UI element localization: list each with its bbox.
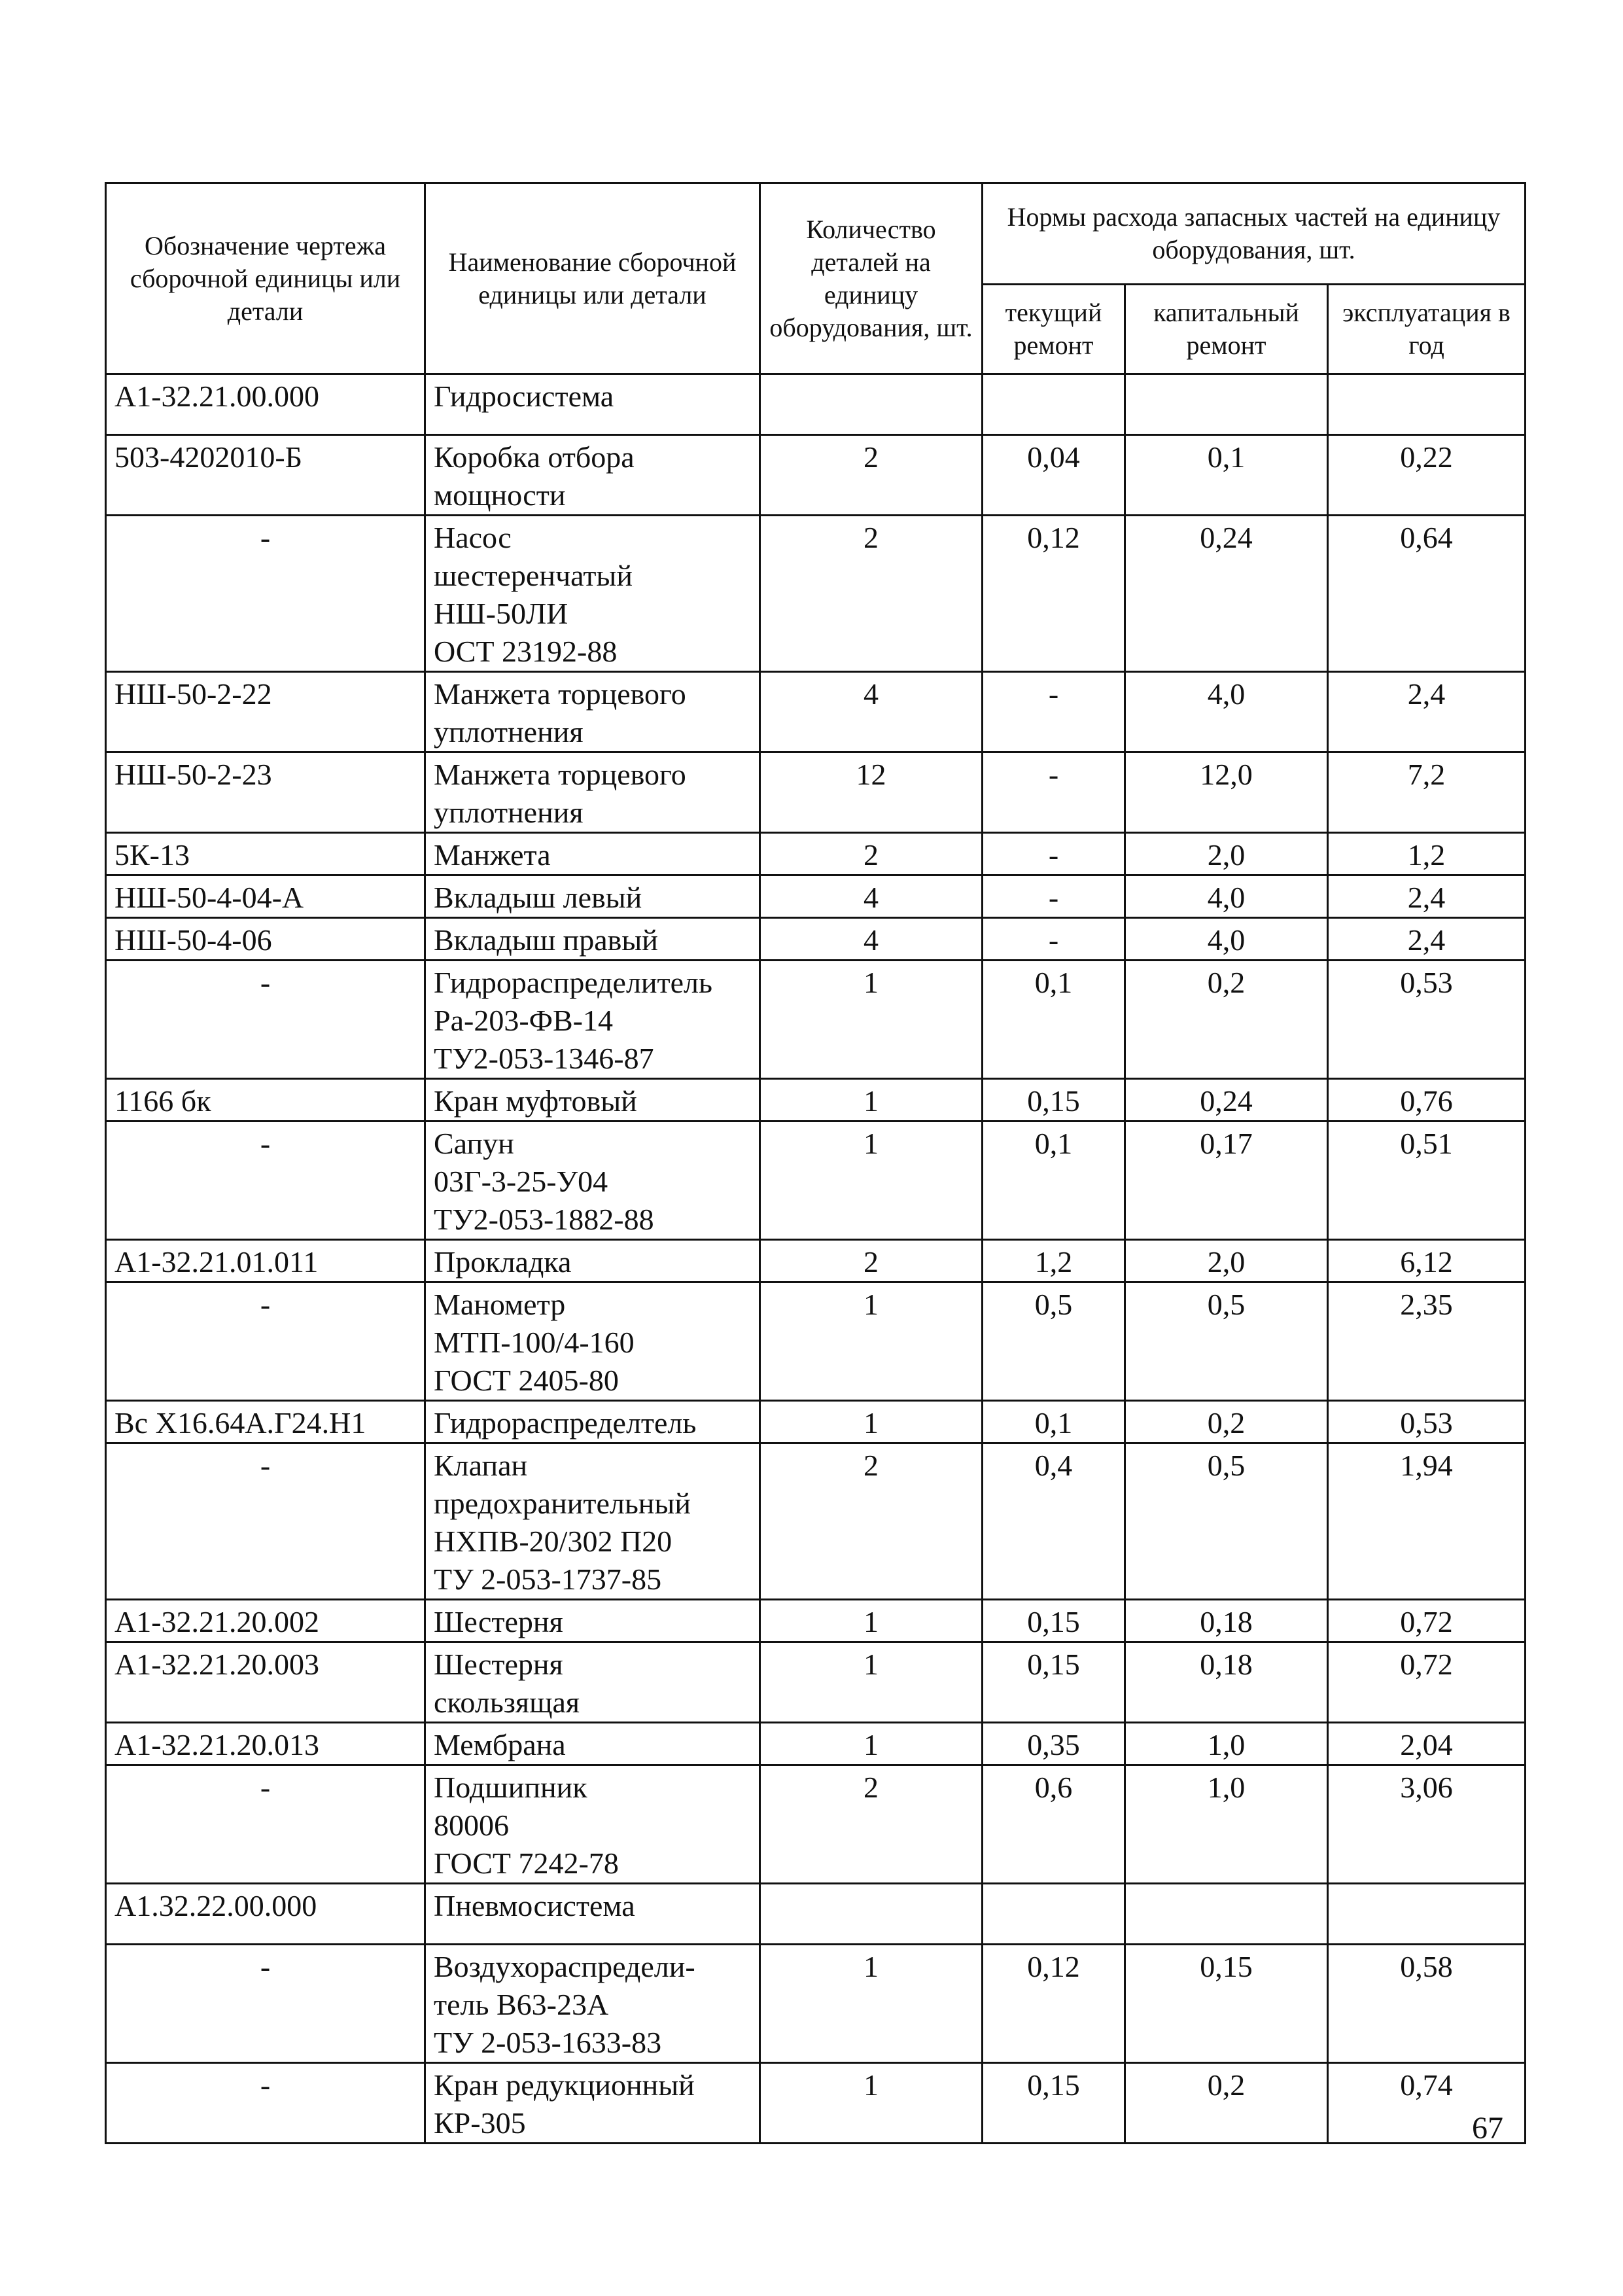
part-name-line: тель В63-23А — [434, 1988, 609, 2021]
current-repair-cell: 0,6 — [983, 1765, 1125, 1884]
annual-operation-cell: 0,72 — [1328, 1642, 1526, 1723]
part-name-cell — [425, 1282, 760, 1401]
header-capital-repair: капитальный ремонт — [1125, 285, 1328, 374]
part-name-line: Манжета торцевого — [434, 677, 686, 711]
part-name-cell — [425, 1122, 760, 1240]
current-repair-cell — [983, 1884, 1125, 1945]
part-name-cell — [425, 1600, 760, 1642]
capital-repair-cell: 0,18 — [1125, 1642, 1328, 1723]
drawing-code-cell: - — [106, 2063, 425, 2144]
part-name-line: ТУ 2-053-1633-83 — [434, 2026, 662, 2059]
current-repair-cell: 0,04 — [983, 435, 1125, 516]
current-repair-cell: - — [983, 918, 1125, 961]
current-repair-cell: - — [983, 833, 1125, 875]
part-name-cell — [425, 833, 760, 875]
annual-operation-cell — [1328, 1884, 1526, 1945]
part-name-line: ТУ2-053-1346-87 — [434, 1042, 654, 1075]
current-repair-cell: 0,4 — [983, 1443, 1125, 1600]
part-name-line: ГОСТ 2405-80 — [434, 1364, 619, 1397]
current-repair-cell: - — [983, 875, 1125, 918]
drawing-code-cell: - — [106, 961, 425, 1079]
annual-operation-cell: 0,51 — [1328, 1122, 1526, 1240]
part-name-cell — [425, 374, 760, 435]
table-row — [106, 1642, 1526, 1723]
part-name-line: ТУ2-053-1882-88 — [434, 1203, 654, 1236]
quantity-cell: 2 — [760, 833, 983, 875]
table-row — [106, 833, 1526, 875]
current-repair-cell: 0,15 — [983, 1079, 1125, 1122]
table-row — [106, 1079, 1526, 1122]
table-row — [106, 1401, 1526, 1443]
capital-repair-cell: 2,0 — [1125, 1240, 1328, 1282]
header-norms-group: Нормы расхода запасных частей на единицу оборудования, шт. — [983, 183, 1526, 285]
drawing-code-cell: - — [106, 516, 425, 672]
drawing-code-cell: - — [106, 1945, 425, 2063]
part-name-line: 80006 — [434, 1809, 509, 1842]
annual-operation-cell: 0,22 — [1328, 435, 1526, 516]
part-name-cell — [425, 1443, 760, 1600]
current-repair-cell: 0,15 — [983, 1600, 1125, 1642]
capital-repair-cell: 12,0 — [1125, 752, 1328, 833]
table-row — [106, 1122, 1526, 1240]
header-quantity: Количество деталей на единицу оборудования, шт. — [760, 183, 983, 374]
annual-operation-cell: 3,06 — [1328, 1765, 1526, 1884]
capital-repair-cell — [1125, 374, 1328, 435]
quantity-cell: 2 — [760, 516, 983, 672]
drawing-code-cell: - — [106, 1443, 425, 1600]
part-name-line: Манжета торцевого — [434, 758, 686, 791]
quantity-cell: 1 — [760, 2063, 983, 2144]
drawing-code-cell: 5К-13 — [106, 833, 425, 875]
quantity-cell: 1 — [760, 1282, 983, 1401]
annual-operation-cell: 0,53 — [1328, 1401, 1526, 1443]
quantity-cell: 2 — [760, 1765, 983, 1884]
part-name-line: уплотнения — [434, 715, 584, 749]
drawing-code-cell: - — [106, 1765, 425, 1884]
part-name-line: Манометр — [434, 1288, 566, 1321]
part-name-line: Пневмосистема — [434, 1889, 635, 1922]
part-name-line: предохранительный — [434, 1487, 691, 1520]
annual-operation-cell: 2,4 — [1328, 672, 1526, 752]
capital-repair-cell: 0,2 — [1125, 961, 1328, 1079]
current-repair-cell: 0,15 — [983, 1642, 1125, 1723]
annual-operation-cell: 0,76 — [1328, 1079, 1526, 1122]
part-name-line: Вкладыш правый — [434, 923, 658, 957]
part-name-line: Кран муфтовый — [434, 1084, 637, 1118]
quantity-cell — [760, 374, 983, 435]
drawing-code-cell: А1-32.21.20.013 — [106, 1723, 425, 1765]
part-name-cell — [425, 961, 760, 1079]
current-repair-cell: 0,5 — [983, 1282, 1125, 1401]
part-name-line: Вкладыш левый — [434, 881, 642, 914]
quantity-cell: 4 — [760, 918, 983, 961]
capital-repair-cell: 0,5 — [1125, 1282, 1328, 1401]
drawing-code-cell: - — [106, 1282, 425, 1401]
part-name-line: Гидрораспределтель — [434, 1406, 697, 1439]
annual-operation-cell: 7,2 — [1328, 752, 1526, 833]
drawing-code-cell: А1-32.21.20.002 — [106, 1600, 425, 1642]
annual-operation-cell — [1328, 374, 1526, 435]
part-name-line: шестеренчатый — [434, 559, 633, 592]
capital-repair-cell: 0,24 — [1125, 516, 1328, 672]
header-annual-operation: эксплуатация в год — [1328, 285, 1526, 374]
drawing-code-cell: 1166 бк — [106, 1079, 425, 1122]
drawing-code-cell: А1-32.21.20.003 — [106, 1642, 425, 1723]
table-row — [106, 918, 1526, 961]
part-name-line: Шестерня — [434, 1605, 563, 1638]
part-name-line: Гидрораспределитель — [434, 966, 712, 999]
capital-repair-cell — [1125, 1884, 1328, 1945]
annual-operation-cell: 0,58 — [1328, 1945, 1526, 2063]
part-name-cell — [425, 1723, 760, 1765]
capital-repair-cell: 1,0 — [1125, 1723, 1328, 1765]
part-name-line: Мембрана — [434, 1728, 566, 1761]
table-row — [106, 1945, 1526, 2063]
part-name-line: Сапун — [434, 1127, 514, 1160]
annual-operation-cell: 1,94 — [1328, 1443, 1526, 1600]
part-name-cell — [425, 1765, 760, 1884]
part-name-line: Прокладка — [434, 1245, 572, 1279]
annual-operation-cell: 0,72 — [1328, 1600, 1526, 1642]
current-repair-cell: 0,1 — [983, 1401, 1125, 1443]
annual-operation-cell: 2,04 — [1328, 1723, 1526, 1765]
part-name-line: уплотнения — [434, 796, 584, 829]
part-name-line: Подшипник — [434, 1771, 587, 1804]
part-name-line: Воздухораспредели- — [434, 1950, 695, 1983]
part-name-line: ГОСТ 7242-78 — [434, 1846, 619, 1880]
quantity-cell: 1 — [760, 1401, 983, 1443]
capital-repair-cell: 0,18 — [1125, 1600, 1328, 1642]
part-name-cell — [425, 875, 760, 918]
part-name-line: Кран редукционный — [434, 2068, 695, 2102]
table-row — [106, 875, 1526, 918]
quantity-cell: 1 — [760, 1122, 983, 1240]
quantity-cell: 1 — [760, 1945, 983, 2063]
table-row — [106, 961, 1526, 1079]
current-repair-cell: 0,12 — [983, 516, 1125, 672]
part-name-line: 03Г-3-25-У04 — [434, 1165, 608, 1198]
quantity-cell: 12 — [760, 752, 983, 833]
part-name-cell — [425, 1079, 760, 1122]
table-row — [106, 752, 1526, 833]
drawing-code-cell: НШ-50-2-22 — [106, 672, 425, 752]
quantity-cell: 1 — [760, 1642, 983, 1723]
annual-operation-cell: 2,4 — [1328, 918, 1526, 961]
part-name-cell — [425, 1945, 760, 2063]
capital-repair-cell: 4,0 — [1125, 875, 1328, 918]
header-name: Наименование сборочной единицы или детали — [425, 183, 760, 374]
part-name-cell — [425, 1884, 760, 1945]
section-row — [106, 374, 1526, 435]
part-name-line: МТП-100/4-160 — [434, 1326, 635, 1359]
annual-operation-cell: 0,74 — [1328, 2063, 1526, 2144]
quantity-cell: 2 — [760, 1443, 983, 1600]
annual-operation-cell: 6,12 — [1328, 1240, 1526, 1282]
table-row — [106, 1443, 1526, 1600]
current-repair-cell — [983, 374, 1125, 435]
part-name-line: Шестерня — [434, 1648, 563, 1681]
part-name-line: Ра-203-ФВ-14 — [434, 1004, 613, 1037]
annual-operation-cell: 2,4 — [1328, 875, 1526, 918]
table-row — [106, 1765, 1526, 1884]
spare-parts-table — [105, 182, 1526, 2144]
table-row — [106, 2063, 1526, 2144]
capital-repair-cell: 0,2 — [1125, 1401, 1328, 1443]
table-row — [106, 435, 1526, 516]
quantity-cell: 2 — [760, 1240, 983, 1282]
drawing-code-cell: НШ-50-2-23 — [106, 752, 425, 833]
table-row — [106, 516, 1526, 672]
part-name-cell — [425, 918, 760, 961]
annual-operation-cell: 0,64 — [1328, 516, 1526, 672]
part-name-line: Клапан — [434, 1449, 528, 1482]
page-number: 67 — [1472, 2111, 1503, 2146]
section-row — [106, 1884, 1526, 1945]
drawing-code-cell: НШ-50-4-04-А — [106, 875, 425, 918]
part-name-cell — [425, 435, 760, 516]
quantity-cell: 4 — [760, 875, 983, 918]
part-name-line: скользящая — [434, 1686, 580, 1719]
table-row — [106, 1240, 1526, 1282]
capital-repair-cell: 1,0 — [1125, 1765, 1328, 1884]
part-name-line: КР-305 — [434, 2106, 526, 2140]
table-row — [106, 1600, 1526, 1642]
quantity-cell: 1 — [760, 1079, 983, 1122]
part-name-line: Коробка отбора — [434, 440, 635, 474]
current-repair-cell: - — [983, 752, 1125, 833]
table-row — [106, 672, 1526, 752]
capital-repair-cell: 0,17 — [1125, 1122, 1328, 1240]
drawing-code-cell: А1.32.22.00.000 — [106, 1884, 425, 1945]
capital-repair-cell: 0,2 — [1125, 2063, 1328, 2144]
capital-repair-cell: 0,1 — [1125, 435, 1328, 516]
part-name-cell — [425, 752, 760, 833]
header-drawing-code: Обозначение чертежа сборочной единицы или детали — [106, 183, 425, 374]
part-name-line: НШ-50ЛИ — [434, 597, 568, 630]
capital-repair-cell: 4,0 — [1125, 918, 1328, 961]
current-repair-cell: 0,1 — [983, 1122, 1125, 1240]
annual-operation-cell: 1,2 — [1328, 833, 1526, 875]
current-repair-cell: 1,2 — [983, 1240, 1125, 1282]
part-name-cell — [425, 1240, 760, 1282]
part-name-line: Манжета — [434, 838, 551, 872]
quantity-cell: 1 — [760, 961, 983, 1079]
part-name-cell — [425, 2063, 760, 2144]
part-name-line: Насос — [434, 521, 512, 554]
drawing-code-cell: А1-32.21.01.011 — [106, 1240, 425, 1282]
capital-repair-cell: 0,24 — [1125, 1079, 1328, 1122]
quantity-cell: 1 — [760, 1723, 983, 1765]
current-repair-cell: 0,12 — [983, 1945, 1125, 2063]
table-body — [106, 374, 1526, 2144]
part-name-line: ТУ 2-053-1737-85 — [434, 1563, 662, 1596]
drawing-code-cell: А1-32.21.00.000 — [106, 374, 425, 435]
current-repair-cell: 0,15 — [983, 2063, 1125, 2144]
capital-repair-cell: 4,0 — [1125, 672, 1328, 752]
part-name-line: Гидросистема — [434, 380, 614, 413]
current-repair-cell: 0,35 — [983, 1723, 1125, 1765]
quantity-cell: 2 — [760, 435, 983, 516]
part-name-line: НХПВ-20/302 П20 — [434, 1525, 672, 1558]
quantity-cell: 1 — [760, 1600, 983, 1642]
table-row — [106, 1723, 1526, 1765]
current-repair-cell: - — [983, 672, 1125, 752]
annual-operation-cell: 2,35 — [1328, 1282, 1526, 1401]
annual-operation-cell: 0,53 — [1328, 961, 1526, 1079]
capital-repair-cell: 0,5 — [1125, 1443, 1328, 1600]
part-name-cell — [425, 1642, 760, 1723]
part-name-cell — [425, 516, 760, 672]
part-name-cell — [425, 672, 760, 752]
capital-repair-cell: 0,15 — [1125, 1945, 1328, 2063]
quantity-cell: 4 — [760, 672, 983, 752]
part-name-line: мощности — [434, 478, 566, 512]
quantity-cell — [760, 1884, 983, 1945]
drawing-code-cell: - — [106, 1122, 425, 1240]
table-row — [106, 1282, 1526, 1401]
part-name-cell — [425, 1401, 760, 1443]
header-current-repair: текущий ремонт — [983, 285, 1125, 374]
capital-repair-cell: 2,0 — [1125, 833, 1328, 875]
drawing-code-cell: Вс Х16.64А.Г24.Н1 — [106, 1401, 425, 1443]
drawing-code-cell: 503-4202010-Б — [106, 435, 425, 516]
current-repair-cell: 0,1 — [983, 961, 1125, 1079]
drawing-code-cell: НШ-50-4-06 — [106, 918, 425, 961]
part-name-line: ОСТ 23192-88 — [434, 635, 618, 668]
